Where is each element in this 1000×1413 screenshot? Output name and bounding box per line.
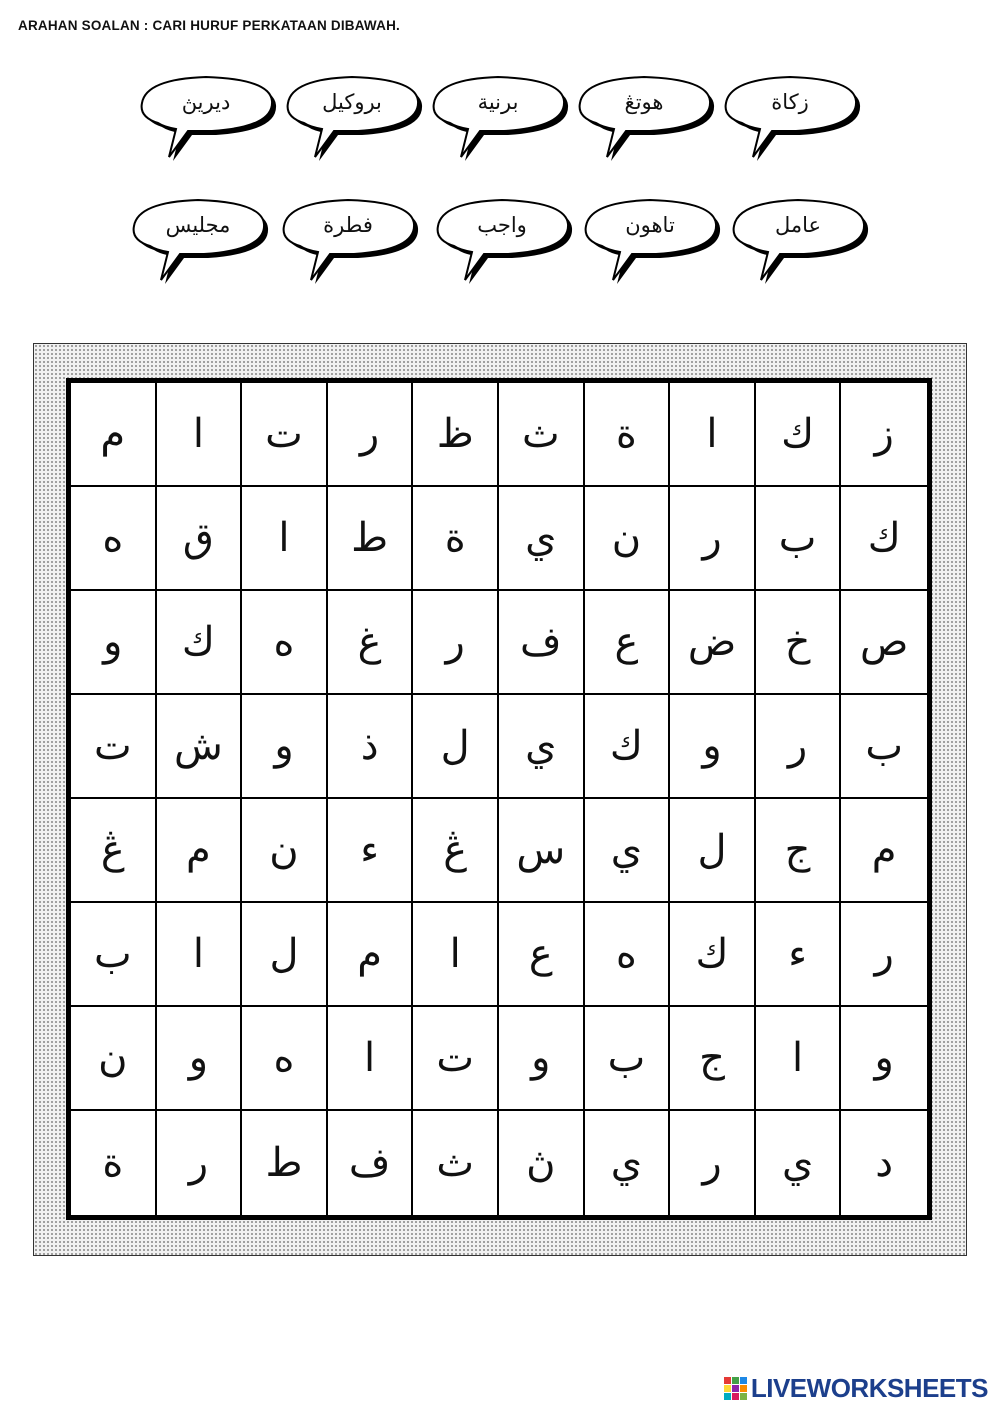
logo-square (724, 1385, 731, 1392)
grid-cell[interactable]: ن (242, 799, 328, 903)
grid-cell[interactable]: ك (670, 903, 756, 1007)
word-bubble (574, 65, 714, 165)
word-berwakil: بروكيل (322, 90, 382, 114)
grid-cell[interactable]: ب (71, 903, 157, 1007)
word-search-grid (66, 378, 932, 1220)
grid-cell[interactable]: ي (756, 1111, 842, 1215)
word-bubble (136, 65, 276, 165)
grid-cell[interactable]: ه (242, 591, 328, 695)
grid-cell[interactable]: ا (756, 1007, 842, 1111)
grid-cell[interactable]: ت (413, 1007, 499, 1111)
grid-cell[interactable]: م (71, 383, 157, 487)
word-wajib: واجب (477, 213, 527, 237)
grid-cell[interactable]: م (328, 903, 414, 1007)
word-bubble (282, 65, 422, 165)
grid-cell[interactable]: ج (756, 799, 842, 903)
grid-cell[interactable]: ة (71, 1111, 157, 1215)
grid-cell[interactable]: ب (756, 487, 842, 591)
grid-cell[interactable]: ة (585, 383, 671, 487)
grid-cell[interactable]: ب (585, 1007, 671, 1111)
grid-cell[interactable]: ك (585, 695, 671, 799)
grid-cell[interactable]: ط (242, 1111, 328, 1215)
grid-cell[interactable]: ط (328, 487, 414, 591)
grid-cell[interactable]: ب (841, 695, 927, 799)
grid-cell[interactable]: ر (413, 591, 499, 695)
grid-cell[interactable]: ر (841, 903, 927, 1007)
grid-cell[interactable]: و (242, 695, 328, 799)
grid-cell[interactable]: ا (242, 487, 328, 591)
grid-cell[interactable]: و (157, 1007, 243, 1111)
grid-cell[interactable]: ي (585, 799, 671, 903)
grid-cell[interactable]: و (499, 1007, 585, 1111)
grid-cell[interactable]: س (499, 799, 585, 903)
grid-cell[interactable]: ز (841, 383, 927, 487)
grid-cell[interactable]: ض (670, 591, 756, 695)
logo-square (724, 1377, 731, 1384)
word-berniaga: برنية (477, 90, 519, 114)
word-fitrah: فطرة (323, 213, 373, 237)
word-bubble (432, 188, 572, 288)
grid-cell[interactable]: ث (499, 383, 585, 487)
grid-cell[interactable]: ي (499, 487, 585, 591)
grid-cell[interactable]: ر (157, 1111, 243, 1215)
grid-cell[interactable]: ء (756, 903, 842, 1007)
grid-cell[interactable]: ظ (413, 383, 499, 487)
grid-cell[interactable]: ا (413, 903, 499, 1007)
grid-cell[interactable]: ا (670, 383, 756, 487)
grid-cell[interactable]: ر (670, 487, 756, 591)
grid-cell[interactable]: ع (499, 903, 585, 1007)
word-bubble (128, 188, 268, 288)
grid-cell[interactable]: ل (413, 695, 499, 799)
grid-cell[interactable]: ن (71, 1007, 157, 1111)
word-majlis: مجليس (165, 213, 231, 237)
grid-cell[interactable]: ڠ (71, 799, 157, 903)
grid-cell[interactable]: ر (670, 1111, 756, 1215)
grid-cell[interactable]: ه (242, 1007, 328, 1111)
grid-cell[interactable]: ر (328, 383, 414, 487)
word-bubble (728, 188, 868, 288)
grid-cell[interactable]: ن (585, 487, 671, 591)
grid-cell[interactable]: ي (499, 695, 585, 799)
grid-cell[interactable]: ل (242, 903, 328, 1007)
word-tahun: تاهون (625, 213, 675, 237)
grid-cell[interactable]: ا (157, 383, 243, 487)
logo-square (732, 1385, 739, 1392)
grid-cell[interactable]: د (875, 1140, 894, 1186)
word-diriny: ديريڽ (181, 90, 231, 114)
grid-cell[interactable]: ك (756, 383, 842, 487)
grid-cell[interactable]: ء (328, 799, 414, 903)
logo-square (724, 1393, 731, 1400)
logo-square (740, 1377, 747, 1384)
grid-cell[interactable]: ة (413, 487, 499, 591)
grid-cell[interactable]: ف (328, 1111, 414, 1215)
grid-cell[interactable]: ك (841, 487, 927, 591)
logo-square (732, 1393, 739, 1400)
word-bubble (278, 188, 418, 288)
grid-cell[interactable]: ڠ (413, 799, 499, 903)
grid-cell[interactable]: ا (157, 903, 243, 1007)
word-zakat: زكاة (771, 90, 809, 114)
grid-cell[interactable]: ث (413, 1111, 499, 1215)
grid-cell[interactable]: ك (157, 591, 243, 695)
grid-cell[interactable]: و (71, 591, 157, 695)
word-bubble (580, 188, 720, 288)
word-bubble (428, 65, 568, 165)
grid-cell[interactable]: ت (71, 695, 157, 799)
logo-square (740, 1393, 747, 1400)
grid-cell[interactable]: ت (242, 383, 328, 487)
word-bubble (720, 65, 860, 165)
grid-cell[interactable]: ل (670, 799, 756, 903)
grid-cell[interactable]: ج (670, 1007, 756, 1111)
grid-cell[interactable]: غ (328, 591, 414, 695)
grid-cell[interactable]: ه (71, 487, 157, 591)
grid-cell[interactable]: م (157, 799, 243, 903)
grid-cell[interactable]: ا (328, 1007, 414, 1111)
brand-name: LIVEWORKSHEETS (750, 1373, 988, 1403)
logo-mark-icon (724, 1377, 747, 1400)
liveworksheets-logo (724, 1373, 988, 1404)
word-amil: عامل (774, 213, 822, 237)
grid-cell[interactable]: ع (585, 591, 671, 695)
grid-cell[interactable]: خ (756, 591, 842, 695)
grid-cell[interactable]: ص (841, 591, 927, 695)
grid-cell[interactable]: ڽ (499, 1111, 585, 1215)
word-hutang: هوتڠ (624, 90, 664, 114)
grid-cell[interactable]: ر (756, 695, 842, 799)
grid-cell[interactable]: م (841, 799, 927, 903)
logo-square (740, 1385, 747, 1392)
grid-cell[interactable]: ف (499, 591, 585, 695)
grid-cell[interactable]: ذ (328, 695, 414, 799)
grid-cell[interactable]: و (670, 695, 756, 799)
grid-cell[interactable]: ق (157, 487, 243, 591)
instruction-text: ARAHAN SOALAN : CARI HURUF PERKATAAN DIBAWAH. (18, 18, 400, 33)
grid-cell[interactable]: و (841, 1007, 927, 1111)
logo-square (732, 1377, 739, 1384)
grid-cell[interactable]: ه (585, 903, 671, 1007)
grid-cell[interactable]: ي (585, 1111, 671, 1215)
grid-cell[interactable]: ش (157, 695, 243, 799)
